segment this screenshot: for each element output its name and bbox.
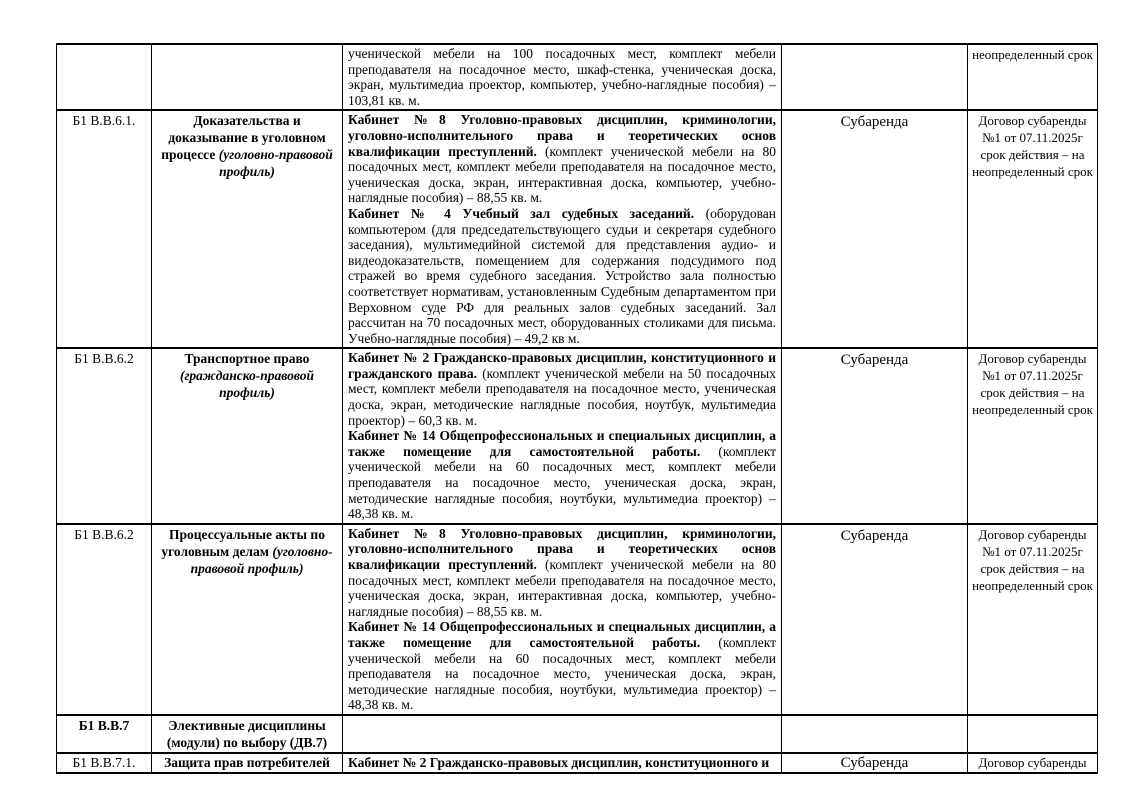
discipline-name: Транспортное право (184, 351, 310, 367)
facility-name: Кабинет № 2 Гражданско-правовых дисциплин, конституционного и (348, 754, 770, 770)
lease-type-cell (782, 715, 968, 753)
facility-name: Кабинет № 4 Учебный зал судебных заседаний. (348, 205, 695, 221)
facilities-cell (343, 715, 782, 753)
facility-name: Кабинет №8 Уголовно-правовых дисциплин, криминологии, уголовно-исполнительного права и теоретических основ квалификации преступлений. (348, 525, 776, 572)
facilities-cell (343, 110, 782, 348)
course-code-cell (57, 44, 152, 110)
course-code-cell: Б1 В.В.6.2 (57, 524, 152, 715)
table-row (57, 715, 1098, 753)
discipline-profile-note: (уголовно-правовой профиль) (190, 543, 333, 576)
contract-info-cell: Договор субаренды №1 от 07.11.2025г срок действия – на неопределенный срок (968, 524, 1098, 715)
discipline-name: Защита прав потребителей (164, 754, 330, 770)
discipline-cell (152, 44, 343, 110)
contract-info-cell: Договор субаренды №1 от 07.11.2025г срок действия – на неопределенный срок (968, 348, 1098, 524)
facility-paragraph (348, 206, 776, 346)
lease-type-cell: Субаренда (782, 110, 968, 348)
facility-paragraph (348, 755, 776, 770)
lease-type-cell (782, 44, 968, 110)
facility-paragraph (348, 619, 776, 713)
facility-name: Кабинет № 14 Общепрофессиональных и специальных дисциплин, а также помещение для самостоятельной работы. (348, 619, 776, 650)
contract-info-cell: Договор субаренды (968, 753, 1098, 773)
facilities-cell (343, 753, 782, 773)
lease-type-cell: Субаренда (782, 753, 968, 773)
facilities-cell (343, 44, 782, 110)
facility-description: (комплект ученической мебели на 60 посадочных мест, комплект мебели преподавателя на посадочное место, ученическая доска, экран, методические наглядные пособия, ноутбуки, мультимедиа проектор) – 48,38 кв. м. (348, 634, 777, 713)
discipline-name: Доказательства и доказывание в уголовном процессе (161, 113, 326, 163)
facility-name: Кабинет № 2 Гражданско-правовых дисциплин, конституционного и гражданского права. (348, 350, 776, 381)
discipline-profile-note: (уголовно-правовой профиль) (218, 147, 333, 180)
lease-type-cell: Субаренда (782, 524, 968, 715)
table-row (57, 348, 1098, 524)
facility-name: Кабинет №8 Уголовно-правовых дисциплин, криминологии, уголовно-исполнительного права и теоретических основ квалификации преступлений. (348, 112, 776, 159)
table-row (57, 110, 1098, 348)
facility-paragraph (348, 112, 776, 206)
facilities-cell (343, 348, 782, 524)
facility-description: (комплект ученической мебели на 60 посадочных мест, комплект мебели преподавателя на посадочное место, ученическая доска, экран, методические наглядные пособия, ноутбуки, мультимедиа проектор) – 48,38 кв. м. (348, 443, 777, 522)
discipline-name: Элективные дисциплины (модули) по выбору (ДВ.7) (166, 717, 328, 750)
table-row (57, 524, 1098, 715)
contract-info-cell: Договор субаренды №1 от 07.11.2025г срок действия – на неопределенный срок (968, 110, 1098, 348)
facility-description: ученической мебели на 100 посадочных мест, комплект мебели преподавателя на посадочное место, шкаф-стенка, ученическая доска, экран, мультимедиа проектор, компьютер, учебно-наглядные пособия) – 103,81 кв. м. (348, 46, 776, 108)
facility-description: (комплект ученической мебели на 80 посадочных мест, комплект мебели преподавателя на посадочное место, ученическая доска, экран, интерактивная доска, компьютер, учебно-наглядные пособия) – 88,55 кв. м. (348, 557, 776, 619)
facilities-cell (343, 524, 782, 715)
facility-paragraph (348, 350, 776, 428)
facility-paragraph (348, 526, 776, 620)
discipline-profile-note: (гражданско-правовой профиль) (179, 368, 315, 401)
discipline-cell (152, 524, 343, 715)
course-code-cell: Б1 В.В.6.1. (57, 110, 152, 348)
table-row (57, 44, 1098, 110)
contract-info-cell: неопределенный срок (968, 44, 1098, 110)
discipline-cell (152, 110, 343, 348)
facilities-table (56, 43, 1098, 774)
course-code-cell: Б1 В.В.7 (57, 715, 152, 753)
lease-type-cell: Субаренда (782, 348, 968, 524)
course-code-cell: Б1 В.В.6.2 (57, 348, 152, 524)
discipline-cell (152, 753, 343, 773)
facility-description: (оборудован компьютером (для председательствующего судьи и секретаря судебного заседания), мультимедийной системой для представления аудио- и видеодоказательств, помещением для содержания подсудимого под стражей во время судебного заседания. Устройство зала полностью соответствует нормативам, установленным Судебным департаментом при Верховном суде РФ для реальных залов судебных заседаний. Зал рассчитан на 70 посадочных мест, оборудованных столиками для письма. Учебно-наглядные пособия) – 49,2 кв м. (348, 205, 776, 346)
facility-paragraph (348, 428, 776, 522)
facility-description: (комплект ученической мебели на 80 посадочных мест, комплект мебели преподавателя на посадочное место, ученическая доска, экран, интерактивная доска, компьютер, учебно-наглядные пособия) – 88,55 кв. м. (348, 143, 776, 206)
discipline-cell (152, 348, 343, 524)
facility-name: Кабинет № 14 Общепрофессиональных и специальных дисциплин, а также помещение для самостоятельной работы. (348, 428, 776, 459)
facility-paragraph (348, 46, 776, 108)
course-code-cell: Б1 В.В.7.1. (57, 753, 152, 773)
facility-description: (комплект ученической мебели на 50 посадочных мест, комплект мебели преподавателя на посадочное место, ученическая доска, экран, методические наглядные пособия, ноутбук, мультимедиа проектор) – 60,3 кв. м. (348, 365, 776, 428)
discipline-name: Процессуальные акты по уголовным делам (161, 526, 325, 559)
facilities-table-body (57, 44, 1098, 773)
discipline-cell (152, 715, 343, 753)
table-row (57, 753, 1098, 773)
contract-info-cell (968, 715, 1098, 753)
